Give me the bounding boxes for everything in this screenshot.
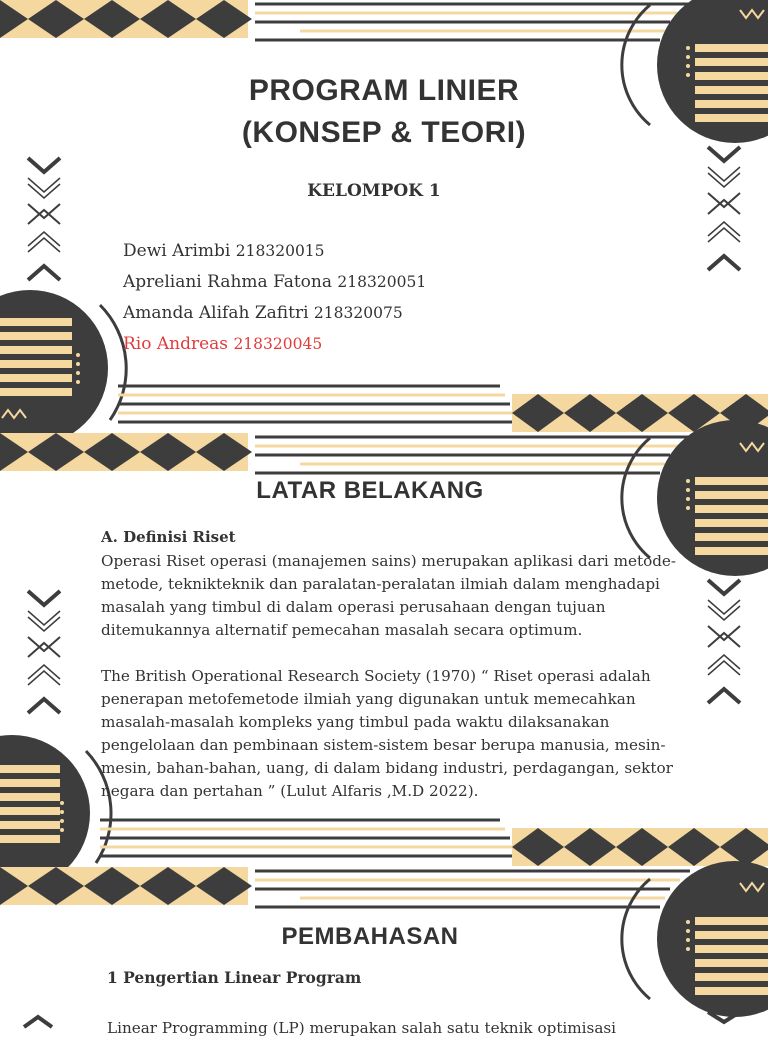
title <box>0 70 768 154</box>
slide-decoration <box>0 0 768 432</box>
paragraph-2 <box>101 665 701 803</box>
member-1 <box>123 241 325 261</box>
text-line: penerapan metofemetode ilmiah yang digunakan untuk memecahkan <box>101 690 636 708</box>
chevrons-left <box>28 158 60 280</box>
member-nim: 218320051 <box>337 273 427 291</box>
member-name: Apreliani Rahma Fatona <box>123 272 333 292</box>
text-line: masalah yang timbul di dalam operasi perusahaan dengan tujuan <box>101 598 606 616</box>
paragraph-partial: Linear Programming (LP) merupakan salah satu teknik optimisasi <box>107 1019 617 1037</box>
diamond-band-top-left <box>0 433 252 471</box>
section-title: LATAR BELAKANG <box>256 477 484 504</box>
group-label: KELOMPOK 1 <box>307 181 441 201</box>
member-name: Dewi Arimbi <box>123 241 231 261</box>
diamond-band-bottom-right <box>512 828 768 866</box>
diamond-band-top-left <box>0 0 252 38</box>
chevrons-right <box>708 580 740 703</box>
title-line-1: PROGRAM LINIER <box>248 74 520 107</box>
stripes-top <box>255 4 690 40</box>
text-line: pengelolaan dan pembinaan sistem-sistem besar berupa manusia, mesin- <box>101 736 666 754</box>
member-nim: 218320045 <box>233 335 323 353</box>
section-title: PEMBAHASAN <box>281 923 459 950</box>
diamond-band-top-left <box>0 867 252 905</box>
member-name: Amanda Alifah Zafitri <box>123 303 309 323</box>
chevrons-left <box>28 591 60 713</box>
text-line: Operasi Riset operasi (manajemen sains) merupakan aplikasi dari metode- <box>101 552 677 570</box>
member-nim: 218320015 <box>235 242 325 260</box>
member-2 <box>123 272 426 292</box>
member-3 <box>123 303 403 323</box>
slide-latar-belakang <box>0 433 768 866</box>
slide-pembahasan <box>0 867 768 1037</box>
text-line: mesin, bahan-bahan, uang, di dalam bidang industri, perdagangan, sektor <box>101 759 673 777</box>
section-heading: A. Definisi Riset <box>101 528 236 546</box>
member-name: Rio Andreas <box>123 334 229 354</box>
stripes-top <box>255 437 690 473</box>
slide-title <box>0 0 768 432</box>
title-line-2: (KONSEP & TEORI) <box>241 116 527 149</box>
text-line: negara dan pertahan ” (Lulut Alfaris ,M.D 2022). <box>101 782 479 800</box>
chevrons-right <box>708 147 740 270</box>
text-line: The British Operational Research Society (1970) “ Riset operasi adalah <box>101 667 651 685</box>
text-line: metode, teknikteknik dan paralatan-peralatan ilmiah dalam menghadapi <box>101 575 660 593</box>
stripes-top <box>255 871 690 907</box>
paragraph-1 <box>101 550 701 642</box>
text-line: ditemukannya alternatif pemecahan masalah secara optimum. <box>101 621 583 639</box>
stripes-bottom <box>118 386 512 422</box>
member-nim: 218320075 <box>313 304 403 322</box>
chevrons-left <box>24 1017 52 1027</box>
circle-bottom-left <box>0 290 126 446</box>
member-4 <box>123 334 322 354</box>
section-heading: 1 Pengertian Linear Program <box>107 968 362 987</box>
text-line: masalah-masalah kompleks yang timbul pada waktu dilaksanakan <box>101 713 610 731</box>
stripes-bottom <box>100 820 512 856</box>
